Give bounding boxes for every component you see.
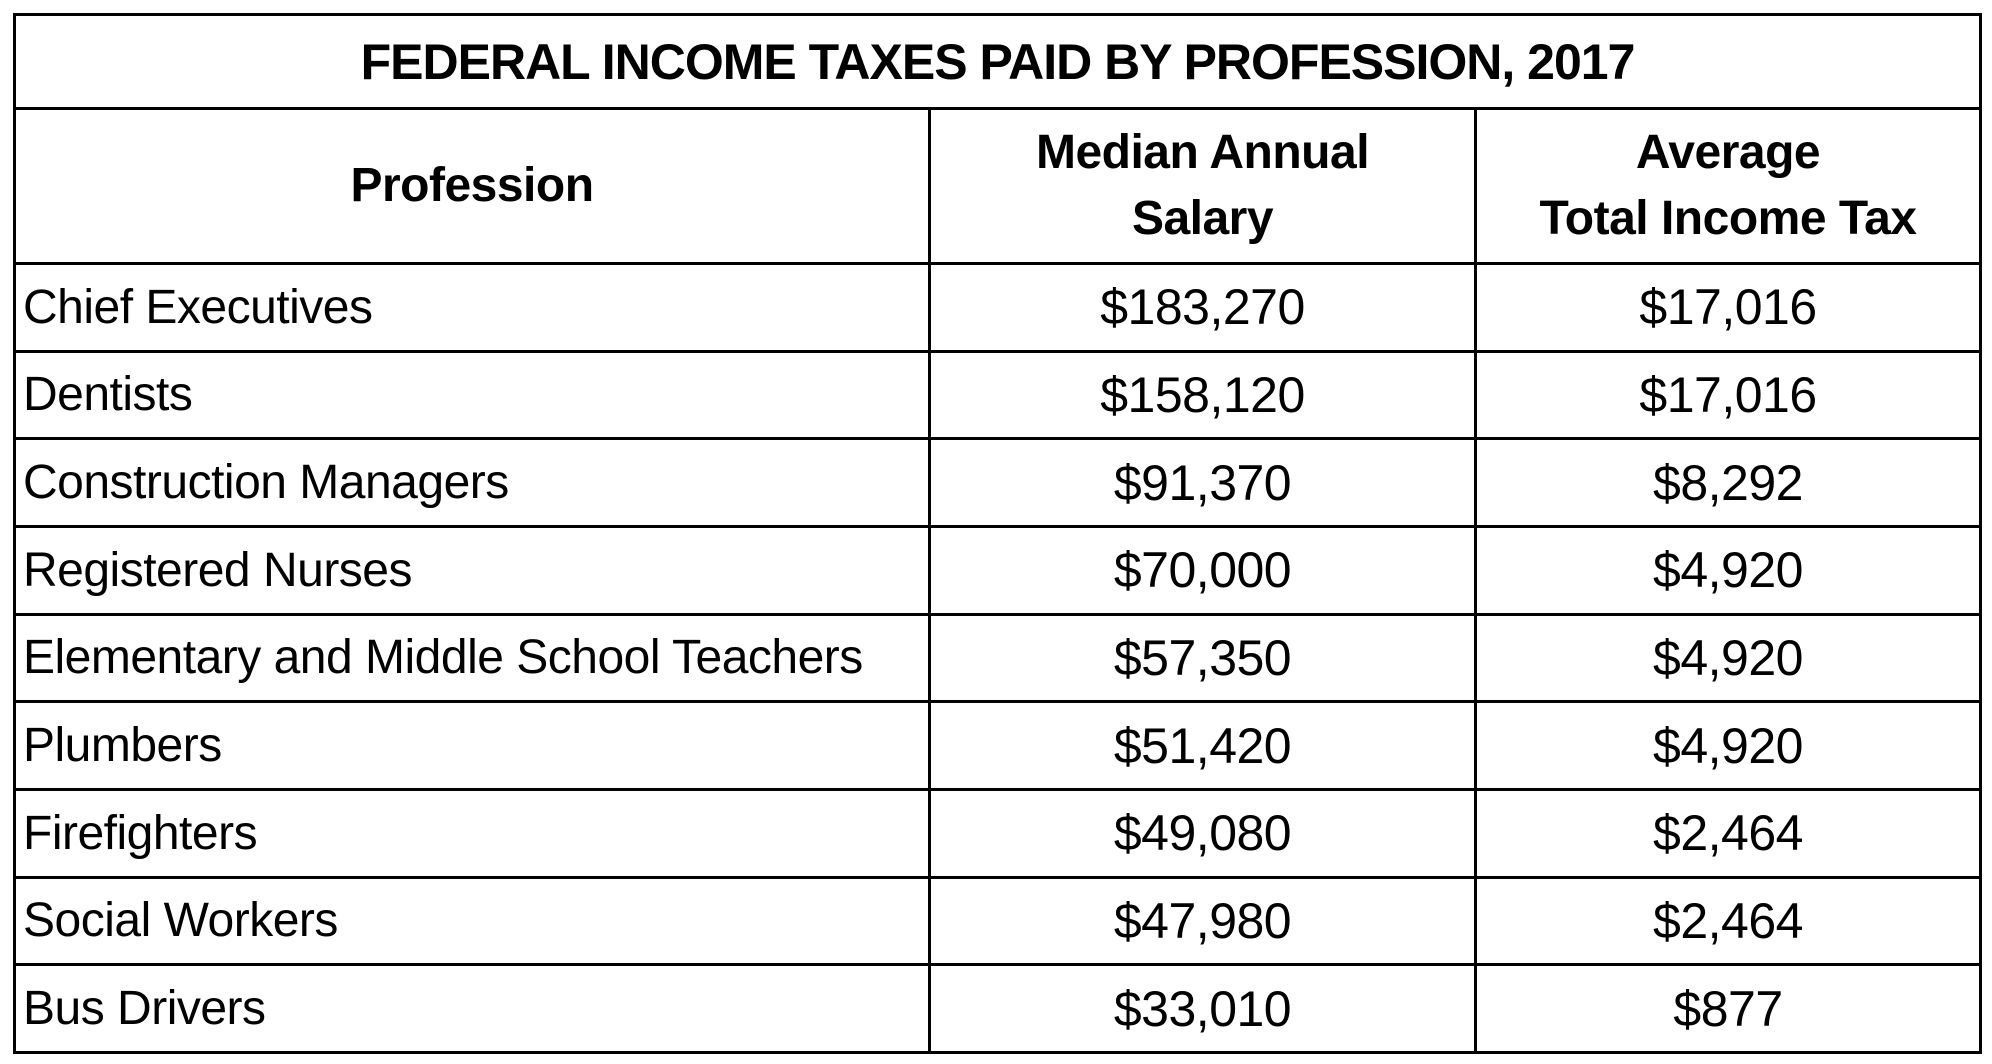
profession-cell: Bus Drivers bbox=[15, 965, 930, 1053]
average-tax-cell: $17,016 bbox=[1476, 264, 1981, 352]
profession-cell: Social Workers bbox=[15, 877, 930, 965]
median-salary-cell: $33,010 bbox=[930, 965, 1476, 1053]
header-line: Salary bbox=[1131, 192, 1274, 245]
average-tax-cell: $4,920 bbox=[1476, 614, 1981, 702]
median-salary-cell: $57,350 bbox=[930, 614, 1476, 702]
average-tax-cell: $2,464 bbox=[1476, 789, 1981, 877]
profession-cell: Firefighters bbox=[15, 789, 930, 877]
column-header-average-tax bbox=[1476, 109, 1981, 264]
average-tax-cell: $17,016 bbox=[1476, 351, 1981, 439]
average-tax-cell: $877 bbox=[1476, 965, 1981, 1053]
tax-table bbox=[13, 13, 1982, 1054]
column-header-median-salary bbox=[930, 109, 1476, 264]
header-row bbox=[15, 109, 1981, 264]
profession-cell: Chief Executives bbox=[15, 264, 930, 352]
median-salary-cell: $91,370 bbox=[930, 439, 1476, 527]
table-title: FEDERAL INCOME TAXES PAID BY PROFESSION, 2017 bbox=[15, 15, 1981, 109]
title-row bbox=[15, 15, 1981, 109]
average-tax-cell: $2,464 bbox=[1476, 877, 1981, 965]
profession-cell: Plumbers bbox=[15, 702, 930, 790]
column-header-profession bbox=[15, 109, 930, 264]
table-row bbox=[15, 877, 1981, 965]
profession-cell: Registered Nurses bbox=[15, 526, 930, 614]
table-row bbox=[15, 965, 1981, 1053]
table-row bbox=[15, 526, 1981, 614]
profession-cell: Elementary and Middle School Teachers bbox=[15, 614, 930, 702]
average-tax-cell: $4,920 bbox=[1476, 526, 1981, 614]
header-line: Profession bbox=[350, 159, 594, 212]
average-tax-cell: $8,292 bbox=[1476, 439, 1981, 527]
profession-cell: Construction Managers bbox=[15, 439, 930, 527]
table-row bbox=[15, 439, 1981, 527]
median-salary-cell: $183,270 bbox=[930, 264, 1476, 352]
table-row bbox=[15, 351, 1981, 439]
table-row bbox=[15, 702, 1981, 790]
table-container bbox=[13, 13, 1979, 1054]
profession-cell: Dentists bbox=[15, 351, 930, 439]
median-salary-cell: $70,000 bbox=[930, 526, 1476, 614]
table-row bbox=[15, 614, 1981, 702]
average-tax-cell: $4,920 bbox=[1476, 702, 1981, 790]
median-salary-cell: $51,420 bbox=[930, 702, 1476, 790]
header-line: Total Income Tax bbox=[1539, 192, 1917, 245]
median-salary-cell: $158,120 bbox=[930, 351, 1476, 439]
table-row bbox=[15, 789, 1981, 877]
header-line: Average bbox=[1635, 126, 1821, 179]
header-line: Median Annual bbox=[1035, 126, 1370, 179]
median-salary-cell: $47,980 bbox=[930, 877, 1476, 965]
median-salary-cell: $49,080 bbox=[930, 789, 1476, 877]
table-row bbox=[15, 264, 1981, 352]
